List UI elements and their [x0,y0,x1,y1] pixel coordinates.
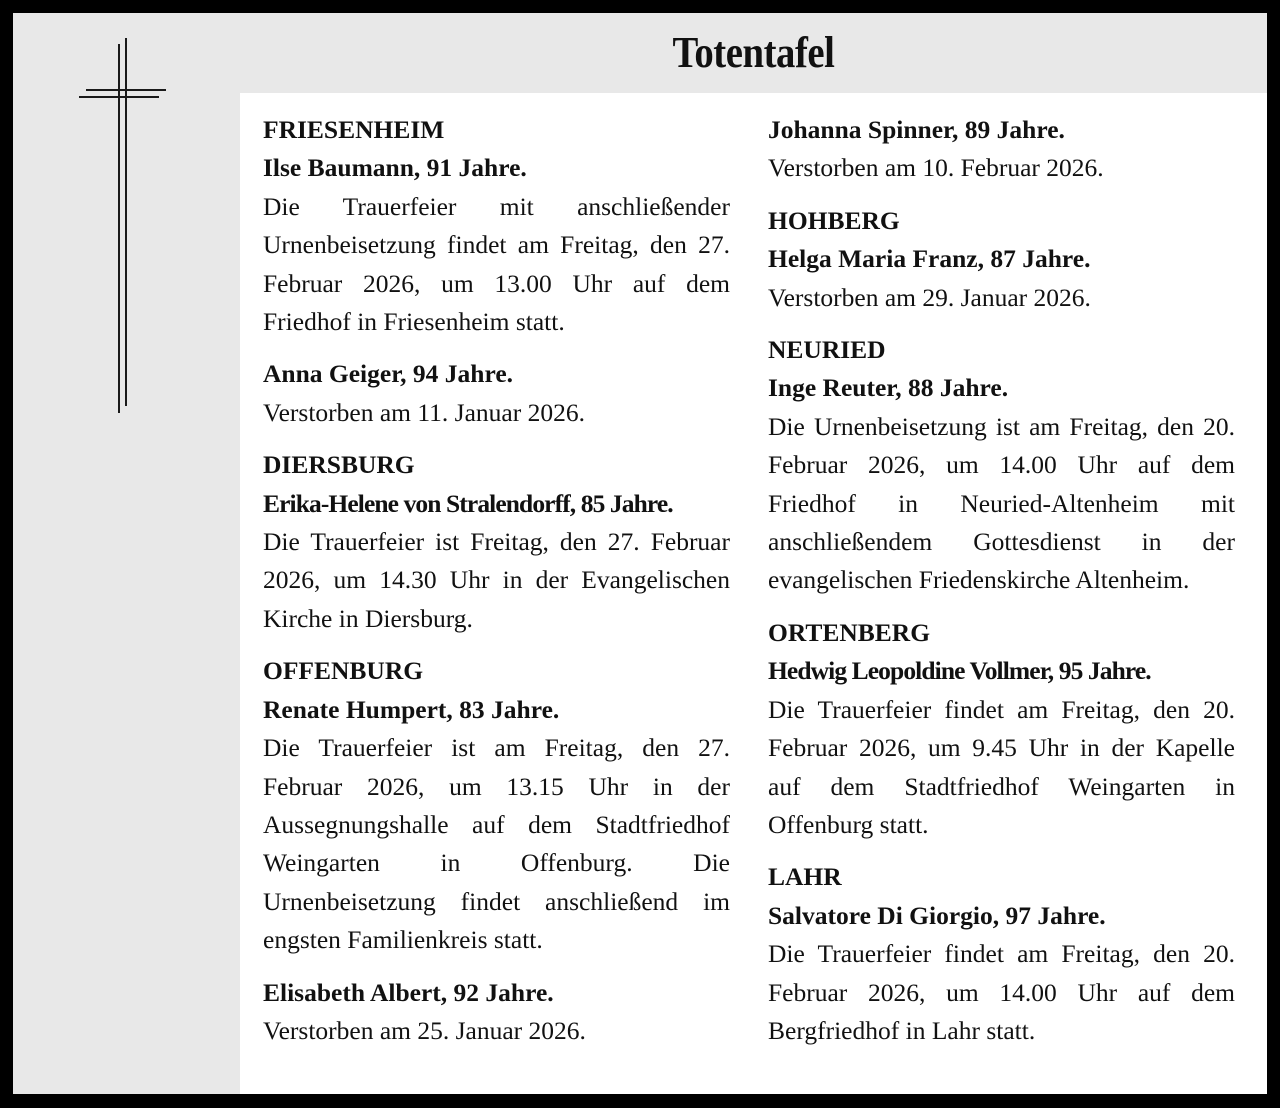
deceased-name: Renate Humpert, 83 Jahre. [263,694,560,724]
obituary-text: Die Trauerfeier ist am Freitag, den 27. Februar 2026, um 13.15 Uhr in der Aussegnungshalle auf dem Stadtfriedhof Weingarten in Offenburg. Die Urnenbeisetzung findet anschließend im engsten Familienkreis statt. [263,733,730,955]
content-panel [240,93,1267,1094]
obituary-board [13,13,1267,1094]
deceased-name: Erika-Helene von Stralendorff, 85 Jahre. [263,488,673,518]
obituary-text: Die Urnenbeisetzung ist am Freitag, den 20. Februar 2026, um 14.00 Uhr auf dem Friedhof in Neuried-Altenheim mit anschließendem Gottesdienst in der evangelischen Friedenskirche Altenheim. [768,411,1235,595]
town-heading: NEURIED [768,335,886,365]
obituary-entry [263,355,730,432]
obituary-entry [263,974,730,1051]
obituary-text: Die Trauerfeier ist Freitag, den 27. Februar 2026, um 14.30 Uhr in der Evangelischen Kirche in Diersburg. [263,527,730,633]
obituary-entry [263,446,730,638]
obituary-entry [768,111,1235,188]
town-heading: FRIESENHEIM [263,115,445,144]
page-title: Totentafel [672,28,835,77]
obituary-entry [263,652,730,959]
deceased-name: Inge Reuter, 88 Jahre. [768,373,1009,403]
deceased-name: Anna Geiger, 94 Jahre. [263,359,514,389]
obituary-text: Verstorben am 25. Januar 2026. [263,1015,586,1045]
obituary-text: Die Trauerfeier findet am Freitag, den 20. Februar 2026, um 14.00 Uhr auf dem Bergfriedhof in Lahr statt. [768,939,1235,1045]
obituary-entry [768,858,1235,1050]
town-heading: ORTENBERG [768,617,931,647]
town-heading: HOHBERG [768,205,900,235]
deceased-name: Salvatore Di Giorgio, 97 Jahre. [768,900,1106,930]
cross-icon [73,38,173,418]
deceased-name: Hedwig Leopoldine Vollmer, 95 Jahre. [768,656,1151,686]
obituary-entry [768,202,1235,317]
town-heading: LAHR [768,862,842,892]
deceased-name: Helga Maria Franz, 87 Jahre. [768,244,1091,274]
obituary-entry [768,331,1235,600]
obituary-text: Verstorben am 29. Januar 2026. [768,282,1091,312]
deceased-name: Johanna Spinner, 89 Jahre. [768,115,1065,144]
obituary-entry [263,111,730,341]
town-heading: OFFENBURG [263,656,424,686]
obituary-entry [768,614,1235,844]
obituary-text: Verstorben am 10. Februar 2026. [768,153,1104,183]
town-heading: DIERSBURG [263,450,415,480]
deceased-name: Elisabeth Albert, 92 Jahre. [263,977,554,1007]
left-column [263,111,730,1064]
deceased-name: Ilse Baumann, 91 Jahre. [263,153,527,183]
right-column [768,111,1235,1064]
obituary-text: Verstorben am 11. Januar 2026. [263,397,585,427]
obituary-text: Die Trauerfeier findet am Freitag, den 20. Februar 2026, um 9.45 Uhr in der Kapelle auf dem Stadtfriedhof Weingarten in Offenburg statt. [768,694,1235,839]
obituary-text: Die Trauerfeier mit anschließender Urnenbeisetzung findet am Freitag, den 27. Februar 2026, um 13.00 Uhr auf dem Friedhof in Friesenheim statt. [263,191,730,337]
